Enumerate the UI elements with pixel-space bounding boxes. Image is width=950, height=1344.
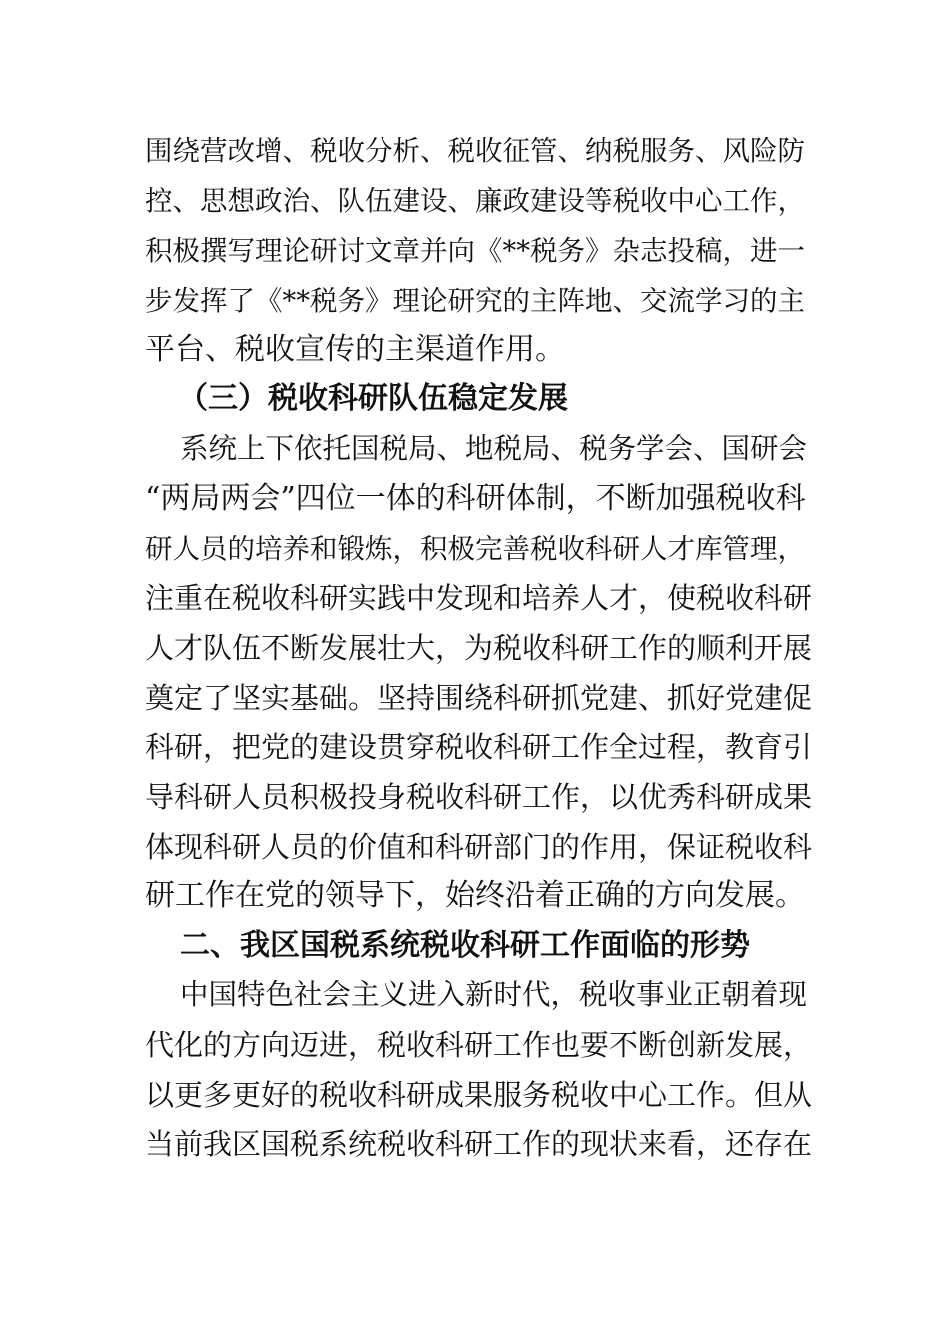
body-text-line: 控、思想政治、队伍建设、廉政建设等税收中心工作，: [145, 185, 805, 217]
body-text-line: 研工作在党的领导下，始终沿着正确的方向发展。: [145, 878, 805, 913]
body-text-line: 代化的方向迈进，税收科研工作也要不断创新发展，: [145, 1028, 813, 1062]
paragraph-first-line: 中国特色社会主义进入新时代，税收事业正朝着现: [180, 978, 808, 1011]
body-text-line: 以更多更好的税收科研成果服务税收中心工作。但从: [145, 1078, 813, 1112]
body-text-line: 积极撰写理论研讨文章并向《**税务》杂志投稿，进一: [145, 235, 805, 267]
body-text-line: 研人员的培养和锻炼，积极完善税收科研人才库管理，: [145, 533, 805, 565]
body-text-line: 当前我区国税系统税收科研工作的现状来看，还存在: [145, 1127, 813, 1161]
body-text-line: 体现科研人员的价值和科研部门的作用，保证税收科: [145, 830, 813, 864]
body-text-line: 注重在税收科研实践中发现和培养人才，使税收科研: [145, 581, 813, 615]
paragraph-first-line: 系统上下依托国税局、地税局、税务学会、国研会: [180, 432, 808, 465]
section-heading: 二、我区国税系统税收科研工作面临的形势: [180, 928, 750, 963]
section-heading: （三）税收科研队伍稳定发展: [178, 381, 568, 416]
body-text-line: 人才队伍不断发展壮大，为税收科研工作的顺利开展: [145, 631, 813, 665]
body-text-line: 科研，把党的建设贯穿税收科研工作全过程，教育引: [145, 730, 813, 764]
body-text-line: 导科研人员积极投身税收科研工作，以优秀科研成果: [145, 780, 813, 814]
body-text-line: 围绕营改增、税收分析、税收征管、纳税服务、风险防: [145, 135, 805, 167]
body-text-line: “两局两会”四位一体的科研体制，不断加强税收科: [145, 481, 806, 516]
body-text-line: 奠定了坚实基础。坚持围绕科研抓党建、抓好党建促: [145, 681, 813, 715]
body-text-line: 平台、税收宣传的主渠道作用。: [145, 332, 565, 367]
body-text-line: 步发挥了《**税务》理论研究的主阵地、交流学习的主: [145, 285, 805, 317]
